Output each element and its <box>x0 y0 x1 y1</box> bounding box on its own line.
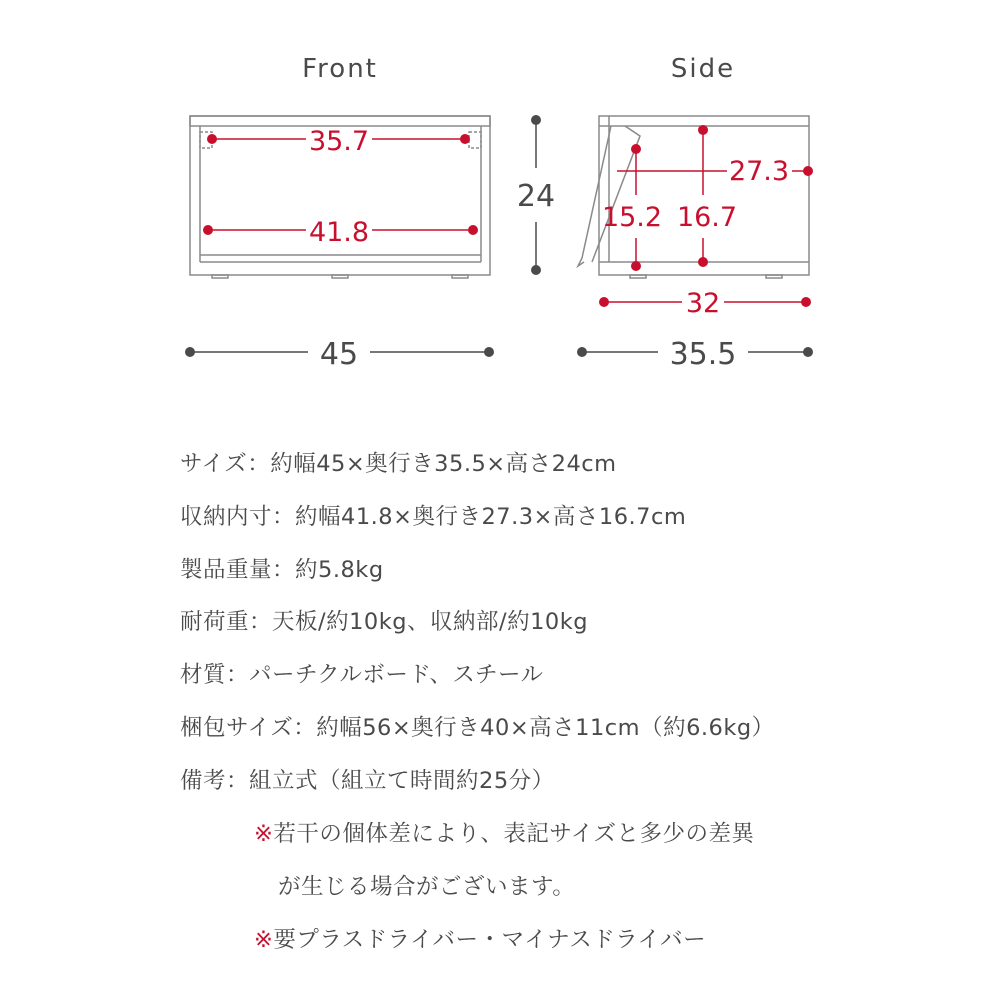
note-tools <box>254 922 706 954</box>
dimension-endpoint <box>203 225 213 235</box>
dimension-endpoint <box>698 257 708 267</box>
note-mark: ※ <box>254 821 274 847</box>
spec-remarks: 備考：組立式（組立て時間約25分） <box>180 768 555 794</box>
note-mark: ※ <box>254 927 274 953</box>
spec-inner-size: 収納内寸：約幅41.8×奥行き27.3×高さ16.7cm <box>180 504 687 530</box>
dimension-endpoint <box>801 297 811 307</box>
note-text: 要プラスドライバー・マイナスドライバー <box>273 927 707 953</box>
height-label: 24 <box>516 179 556 214</box>
side-inner-depth-dimension <box>617 156 813 187</box>
side-inner-depth-label: 27.3 <box>728 156 790 187</box>
dimension-endpoint <box>599 297 609 307</box>
width-label: 45 <box>319 337 359 372</box>
note-size-variance-cont: が生じる場合がございます。 <box>278 874 576 900</box>
dimension-endpoint <box>468 225 478 235</box>
dimension-endpoint <box>531 265 541 275</box>
dimension-endpoint <box>631 261 641 271</box>
spec-load-capacity: 耐荷重：天板/約10kg、収納部/約10kg <box>180 609 589 635</box>
side-small-height-label: 15.2 <box>601 202 663 233</box>
dimension-endpoint <box>577 347 587 357</box>
dimension-endpoint <box>631 144 641 154</box>
spec-package-size: 梱包サイズ：約幅56×奥行き40×高さ11cm（約6.6kg） <box>180 715 775 741</box>
dimension-endpoint <box>698 125 708 135</box>
note-size-variance <box>254 816 755 848</box>
spec-weight: 製品重量：約5.8kg <box>180 557 384 583</box>
side-inner-height-dimension <box>677 125 737 267</box>
dimension-endpoint <box>460 134 470 144</box>
spec-material: 材質：パーチクルボード、スチール <box>180 662 544 688</box>
front-view-title: Front <box>302 54 378 84</box>
side-floor-depth-label: 32 <box>685 288 721 319</box>
dimension-endpoint <box>207 134 217 144</box>
dimension-endpoint <box>531 115 541 125</box>
depth-label: 35.5 <box>669 337 737 372</box>
height-dimension <box>517 115 555 275</box>
width-dimension <box>185 337 494 372</box>
depth-dimension <box>577 337 813 372</box>
dimension-endpoint <box>185 347 195 357</box>
dimension-endpoint <box>484 347 494 357</box>
side-floor-depth-dimension <box>599 288 811 319</box>
spec-size: サイズ：約幅45×奥行き35.5×高さ24cm <box>180 451 617 477</box>
dimension-diagram <box>0 0 1000 420</box>
side-small-height-dimension <box>602 144 662 271</box>
note-text: 若干の個体差により、表記サイズと多少の差異 <box>273 821 755 847</box>
side-view-title: Side <box>670 54 736 84</box>
side-inner-height-label: 16.7 <box>676 202 738 233</box>
front-inner-top-dimension <box>207 126 470 157</box>
front-inner-top-label: 35.7 <box>308 126 370 157</box>
side-cabinet-drawing <box>578 116 809 278</box>
front-inner-bottom-dimension <box>203 217 478 248</box>
dimension-endpoint <box>803 166 813 176</box>
dimension-endpoint <box>803 347 813 357</box>
front-inner-bottom-label: 41.8 <box>308 217 370 248</box>
